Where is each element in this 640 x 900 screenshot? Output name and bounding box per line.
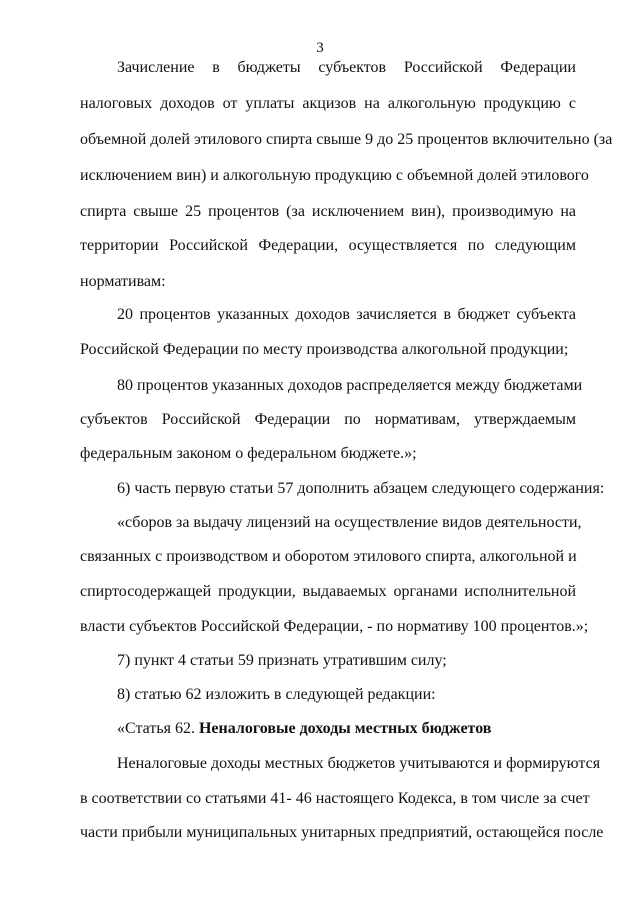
article-paragraph-line-3: части прибыли муниципальных унитарных предприятий, остающейся после <box>80 824 604 841</box>
paragraph-1-line-1: Зачисление в бюджеты субъектов Российской Федерации <box>117 59 576 76</box>
quoted-paragraph-line-3: спиртосодержащей продукции, выдаваемых органами исполнительной <box>80 583 576 600</box>
article-heading-prefix: «Статья 62. <box>117 720 195 737</box>
quoted-paragraph-line-1: «сборов за выдачу лицензий на осуществление видов деятельности, <box>117 514 582 531</box>
paragraph-1-line-3: объемной долей этилового спирта свыше 9 до 25 процентов включительно (за <box>80 131 613 148</box>
paragraph-3-line-3: федеральным законом о федеральном бюджете.»; <box>80 445 417 462</box>
paragraph-3-line-2: субъектов Российской Федерации по нормативам, утверждаемым <box>80 411 576 428</box>
paragraph-1-line-4: исключением вин) и алкогольную продукцию с объемной долей этилового <box>80 167 589 184</box>
article-heading <box>117 719 576 739</box>
paragraph-1-line-6: территории Российской Федерации, осуществляется по следующим <box>80 237 576 254</box>
article-heading-title: Неналоговые доходы местных бюджетов <box>198 720 492 737</box>
paragraph-3-line-1: 80 процентов указанных доходов распределяется между бюджетами <box>117 377 583 394</box>
paragraph-1-line-7: нормативам: <box>80 273 166 290</box>
paragraph-2-line-1: 20 процентов указанных доходов зачисляется в бюджет субъекта <box>117 306 576 323</box>
paragraph-1-line-5: спирта свыше 25 процентов (за исключением вин), производимую на <box>80 203 576 220</box>
item-6-line: 6) часть первую статьи 57 дополнить абзацем следующего содержания: <box>117 480 605 497</box>
article-paragraph-line-1: Неналоговые доходы местных бюджетов учитываются и формируются <box>117 755 601 772</box>
item-8-line: 8) статью 62 изложить в следующей редакции: <box>117 686 436 703</box>
page-number: 3 <box>316 40 324 56</box>
paragraph-1-line-2: налоговых доходов от уплаты акцизов на алкогольную продукцию с <box>80 95 576 112</box>
quoted-paragraph-line-4: власти субъектов Российской Федерации, - по нормативу 100 процентов.»; <box>80 618 589 635</box>
paragraph-2-line-2: Российской Федерации по месту производства алкогольной продукции; <box>80 341 569 358</box>
quoted-paragraph-line-2: связанных с производством и оборотом этилового спирта, алкогольной и <box>80 548 577 565</box>
article-paragraph-line-2: в соответствии со статьями 41- 46 настоящего Кодекса, в том числе за счет <box>80 790 590 807</box>
item-7-line: 7) пункт 4 статьи 59 признать утратившим силу; <box>117 652 447 669</box>
